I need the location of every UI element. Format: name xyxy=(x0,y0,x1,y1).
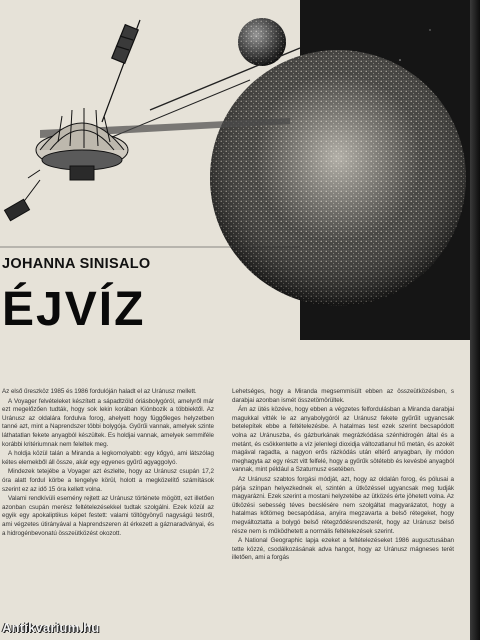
article-column-left xyxy=(2,388,214,539)
paragraph: A Voyager felvételeket készített a sápadtzöld óriásbolygóról, amelyről már ezt megelőzően tudták, hogy sok lekin korában Kiónbozik a többiektől. Az Uránusz az oldalára fordulva forog, ahelyett hogy függőleges helyzetben tanné azt, mint a Naprendszer többi bolygója. Gyűrűi vannak, amelyek szinte láthatatlan fekete anyagból készültek. Es holdjai vannak, amelyek semmiféle korábbi kritériumnak nem feleltek meg. xyxy=(2,397,214,448)
paragraph: Mindezek tetejébe a Voyager azt észlelte, hogy az Uránusz csupán 17,2 óra alatt fordul körbe a tengelye körül, holott a megközelítő számítások szerint ez az idő 15 óra kellett volna. xyxy=(2,468,214,493)
paragraph: Az első űreszköz 1985 és 1986 fordulóján haladt el az Uránusz mellett. xyxy=(2,388,197,395)
uranus-planet xyxy=(210,50,466,306)
paragraph: A holdja közül talán a Miranda a legkomolyabb: egy kőgyó, ami látszólag kétes elemekből áll össze, akár egy egyenes gyűrű agyaggolyó. xyxy=(2,450,214,466)
paragraph: A National Geographic lapja ezeket a feltételezéseket 1986 augusztusában tette közzé, csodálkozásának adva hangot, hogy az Uránusz mágneses terét illetően, ami a forgás xyxy=(232,537,454,562)
watermark xyxy=(2,620,99,635)
paragraph: Lehetséges, hogy a Miranda megsemmisült ebben az összeütközésben, s darabjai azonban ismét összetömörültek. xyxy=(232,388,454,404)
paragraph: Ám az ütés közéve, hogy ebben a végzetes felfordulásban a Miranda darabjai magukkal vitték le az anyabolygóról az Uránusz fekete gyűrűit ugyancsak betelepítek ebbe a feltételezésbe. A hatalmas test ezek szerint becsapódott volna az Uránuszba, és gázburkának megrázkódása szénhidrogén által és a metánt, és csökkentette a víz jelenlegi dioxidja változatlanul hű metán, és azokét magával ragadta, a nagyon erős rázkódás után eltérő anyagban, ily módon meghagyta az egy részt vitt felfelé, hogy a gyűrűk sötétebb és kevésbé anyagból vannak, mint például a Szaturnusz esetében. xyxy=(232,406,454,474)
moon xyxy=(238,18,286,66)
watermark-domain: .hu xyxy=(79,620,100,635)
spacecraft xyxy=(4,108,128,221)
article-author: JOHANNA SINISALO xyxy=(2,256,151,272)
article-title: ÉJVÍZ xyxy=(2,283,146,336)
paragraph: Valami rendkívüli esemény rejtett az Uránusz története mögött, ezt illetően azonban csupán merész feltételezésekkel tudtak szolgálni. Ezek közül az egyik egy apokaliptikus képet festett: valami töltögyönyű nagyságú testről, ami végzetes útirányával a Naprendszeren át érkezett a gáznaradványai, és a hidrogénbevonatú összeütközést okozott. xyxy=(2,495,214,537)
article-column-right xyxy=(232,388,454,564)
watermark-site: Antikvarium xyxy=(2,620,80,635)
probe-mast xyxy=(102,20,140,122)
binding-edge xyxy=(470,0,480,640)
paragraph: Az Uránusz szabtos forgási módját, azt, hogy az oldalán forog, és pólusai a párja színpan helyezkednek el, szintén a ütközéssel ugyancsak meg tudják magyarázni. Ezek szerint a mostani helyzetébe az ütközés érte jöhetett volna. Az ütközési sebesség téves becslésére nem szolgáltat magyarázatot, hogy a hatalmas kőtömeg becsapódása, anyira megzavarta a belső rétegeket, hogy megváltoztatta a bolygó belső rétegződésrendszerét, hogy az Uránusz belső része nem is működhetett a normális feltételezések szerint. xyxy=(232,475,454,535)
